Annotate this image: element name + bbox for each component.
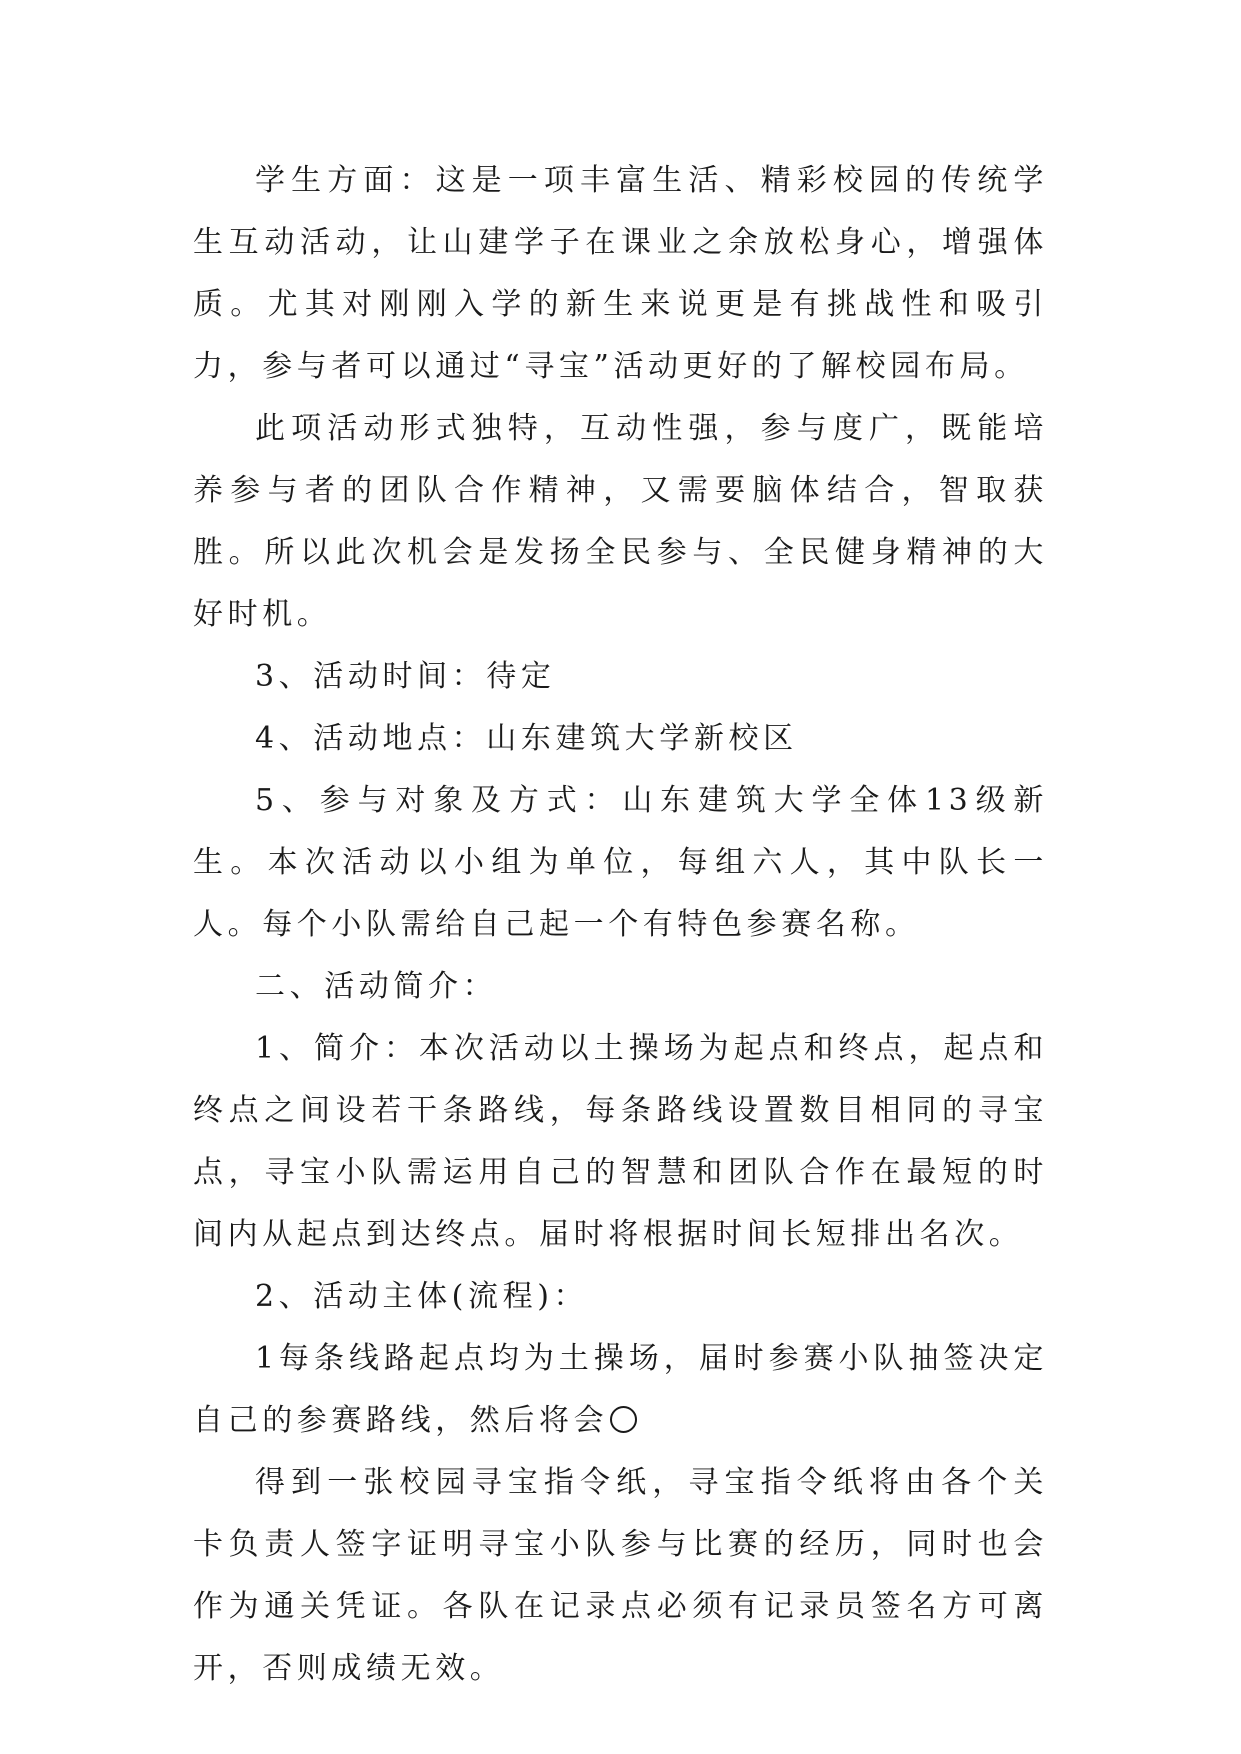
document-body (193, 150, 1048, 1700)
paragraph-participants: 5、参与对象及方式：山东建筑大学全体13级新生。本次活动以小组为单位，每组六人，其中队长一人。每个小队需给自己起一个有特色参赛名称。 (193, 783, 1048, 942)
subheading-activity-main: 2、活动主体(流程)： (255, 1279, 589, 1314)
paragraph-route-start-text: 1每条线路起点均为土操场，届时参赛小队抽签决定自己的参赛路线，然后将会 (193, 1341, 1048, 1438)
circle-outline-icon (610, 1406, 637, 1433)
section-heading-activity-intro: 二、活动简介： (255, 969, 498, 1004)
paragraph-student-aspect: 学生方面：这是一项丰富生活、精彩校园的传统学生互动活动，让山建学子在课业之余放松身心，增强体质。尤其对刚刚入学的新生来说更是有挑战性和吸引力，参与者可以通过“寻宝”活动更好的了解校园布局。 (193, 163, 1048, 384)
paragraph-activity-features: 此项活动形式独特，互动性强，参与度广，既能培养参与者的团队合作精神，又需要脑体结合，智取获胜。所以此次机会是发扬全民参与、全民健身精神的大好时机。 (193, 411, 1048, 632)
paragraph-activity-location: 4、活动地点：山东建筑大学新校区 (255, 721, 798, 756)
paragraph-activity-time: 3、活动时间：待定 (255, 659, 556, 694)
paragraph-intro: 1、简介：本次活动以土操场为起点和终点，起点和终点之间设若干条路线，每条路线设置数目相同的寻宝点，寻宝小队需运用自己的智慧和团队合作在最短的时间内从起点到达终点。届时将根据时间长短排出名次。 (193, 1031, 1048, 1252)
paragraph-instruction-sheet: 得到一张校园寻宝指令纸，寻宝指令纸将由各个关卡负责人签字证明寻宝小队参与比赛的经历，同时也会作为通关凭证。各队在记录点必须有记录员签名方可离开，否则成绩无效。 (193, 1465, 1048, 1686)
paragraph-route-start (193, 1328, 1048, 1452)
